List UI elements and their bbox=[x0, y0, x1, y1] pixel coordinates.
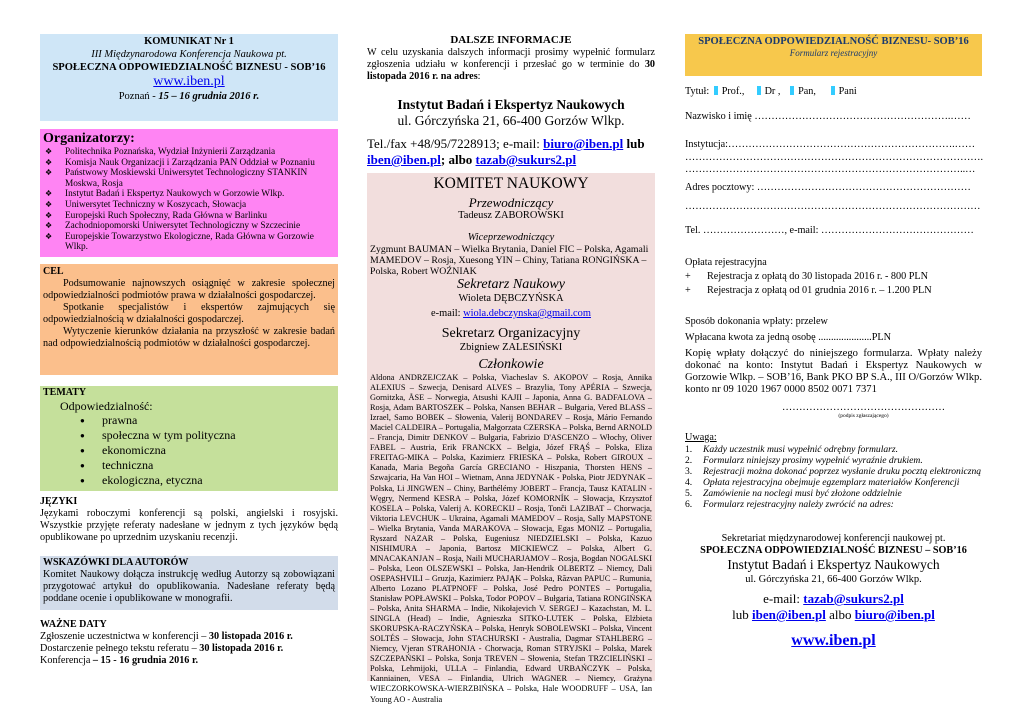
amount-field[interactable]: Wpłacana kwota za jedną osobę .....................PLN bbox=[685, 332, 891, 343]
organizer-item: ❖ Państwowy Moskiewski Uniwersytet Technologiczny STANKIN Moskwa, Rosja bbox=[43, 168, 338, 189]
languages-text: Językami roboczymi konferencji są polski, angielski i rosyjski. Wszystkie przyjęte referaty nadesłane w jednym z tych języków będą opublikowane po uprzednim uzyskaniu recenzji. bbox=[40, 508, 338, 543]
vice-label: Wiceprzewodniczący bbox=[467, 232, 555, 243]
authors-title: WSKAZÓWKI DLA AUTORÓW bbox=[43, 557, 189, 568]
secretary-label: Sekretarz Naukowy bbox=[457, 277, 565, 292]
institution-field-line[interactable]: ………………………………………………………………………..… bbox=[685, 164, 976, 175]
institute-name: Instytut Badań i Ekspertyz Naukowych bbox=[397, 97, 625, 112]
goal-box bbox=[40, 264, 338, 375]
secretary-email-row bbox=[367, 308, 655, 320]
payment-method: Sposób dokonania wpłaty: przelew bbox=[685, 316, 828, 327]
website-link[interactable]: www.iben.pl bbox=[791, 632, 876, 649]
info-text: W celu uzyskania dalszych informacji prosimy wypełnić formularz zgłoszenia udziału w konferencji i przesłać go w terminie do 30 listopada 2016 r. na adres: bbox=[367, 47, 655, 82]
secretariat-block bbox=[685, 533, 982, 651]
org-secretary-label: Sekretarz Organizacyjny bbox=[441, 326, 581, 341]
communique-box bbox=[40, 34, 338, 121]
goal-title: CEL bbox=[43, 266, 64, 277]
committee-box bbox=[367, 173, 655, 704]
date-label: Konferencja bbox=[40, 655, 93, 666]
organizers-title: Organizatorzy: bbox=[43, 131, 135, 146]
notes-list bbox=[685, 444, 982, 510]
fee-text: Rejestracja z opłatą od 01 grudnia 2016 r. – 1.200 PLN bbox=[707, 285, 932, 296]
option-label: Pani bbox=[838, 86, 857, 97]
place: Poznań - bbox=[118, 91, 159, 102]
members-label: Członkowie bbox=[478, 357, 544, 372]
institution-field-line[interactable]: ……………………………………………………………………………. bbox=[685, 152, 983, 163]
option-label: Pan, bbox=[798, 86, 816, 97]
organizer-item: ❖ Zachodniopomorski Uniwersytet Technologiczny w Szczecinie bbox=[43, 221, 338, 232]
secretariat-line: Sekretariat międzynarodowej konferencji naukowej pt. bbox=[721, 533, 946, 544]
fee-label: Opłata rejestracyjna bbox=[685, 257, 767, 268]
lub-text: lub bbox=[732, 607, 752, 622]
topics-box bbox=[40, 386, 338, 491]
info-title: DALSZE INFORMACJE bbox=[450, 34, 572, 46]
form-title: SPOŁECZNA ODPOWIEDZIALNOŚĆ BIZNESU- SOB’16 bbox=[698, 36, 969, 47]
organizer-item: ❖ Europejskie Towarzystwo Ekologiczne, Rada Główna w Gorzowie Wlkp. bbox=[43, 232, 338, 253]
notes-section bbox=[685, 432, 982, 510]
note-item: 1. Każdy uczestnik musi wypełnić odrębny formularz. bbox=[685, 444, 899, 455]
name-field[interactable]: Nazwisko i imię ………………………………………………….…… bbox=[685, 111, 971, 122]
email-link[interactable]: iben@iben.pl bbox=[367, 152, 441, 167]
dates-title: WAŻNE DATY bbox=[40, 619, 107, 630]
topic-item: ● ekologiczna, etyczna bbox=[80, 473, 338, 488]
signature-line[interactable]: ………………………………………… bbox=[782, 402, 945, 413]
fee-text: Rejestracja z opłatą do 30 listopada 2016 r. - 800 PLN bbox=[707, 271, 928, 282]
website-link[interactable]: www.iben.pl bbox=[153, 74, 225, 89]
note-item: 5. Zamówienie na noclegi musi być złożone oddzielnie bbox=[685, 488, 902, 499]
org-secretary-name: Zbigniew ZALESIŃSKI bbox=[459, 342, 563, 353]
bank-info: Kopię wpłaty dołączyć do niniejszego formularza. Wpłaty należy dokonać na konto: Instytut Badań i Ekspertyz Naukowych w Gorzowie Wlkp. – SOB’16, Bank PKO BP S.A., III O/Gorzów Wlkp. konto nr 09 1020 1967 0000 8502 0071 7371 bbox=[685, 348, 982, 395]
languages-title: JĘZYKI bbox=[40, 496, 78, 507]
institute-address: ul. Górczyńska 21, 66-400 Gorzów Wlkp. bbox=[397, 113, 625, 128]
topics-subtitle: Odpowiedzialność: bbox=[60, 399, 153, 413]
signature-label: (podpis zgłaszającego) bbox=[838, 413, 889, 419]
organizer-item: ❖ Uniwersytet Techniczny w Koszycach, Słowacja bbox=[43, 200, 338, 211]
organizer-item: ❖ Europejski Ruch Społeczny, Rada Główna w Barlinku bbox=[43, 211, 338, 222]
checkbox-pani[interactable] bbox=[831, 86, 835, 95]
option-label: Prof., bbox=[721, 86, 745, 97]
topic-item: ● ekonomiczna bbox=[80, 443, 338, 458]
address-field[interactable]: Adres pocztowy: ……………………………………………………… bbox=[685, 182, 971, 193]
email-link[interactable]: tazab@sukurs2.pl bbox=[803, 591, 904, 606]
option-label: Dr , bbox=[764, 86, 781, 97]
email-link[interactable]: tazab@sukurs2.pl bbox=[475, 152, 577, 167]
email-link[interactable]: biuro@iben.pl bbox=[543, 136, 624, 151]
contact-line bbox=[367, 136, 655, 168]
institute-block bbox=[367, 97, 655, 129]
organizer-item: ❖ Politechnika Poznańska, Wydział Inżynierii Zarządzania bbox=[43, 147, 338, 158]
authors-box bbox=[40, 556, 338, 610]
date-row bbox=[40, 631, 338, 643]
chair-label: Przewodniczący bbox=[468, 195, 554, 210]
note-item: 4. Opłata rejestracyjna obejmuje egzemplarz materiałów Konferencji bbox=[685, 477, 960, 488]
conference-name: SPOŁECZNA ODPOWIEDZIALNOŚĆ BIZNESU - SOB’16 bbox=[52, 62, 326, 73]
title-label: Tytuł: bbox=[685, 86, 712, 97]
note-item: 2. Formularz niniejszy prosimy wypełnić wyraźnie drukiem. bbox=[685, 455, 923, 466]
albo-text: ; albo bbox=[440, 152, 476, 167]
goal-paragraph: Podsumowanie najnowszych osiągnięć w zakresie społecznej odpowiedzialności podmiotów prawa w działalności gospodarczej. bbox=[43, 278, 335, 301]
topic-item: ● prawna bbox=[80, 413, 338, 428]
authors-text: Komitet Naukowy dołącza instrukcję według Autorzy są zobowiązani przygotować artykuł do opublikowania. Nadesłane referaty będą poddane ocenie i opublikowane w monografii. bbox=[43, 569, 335, 604]
secretary-name: Wioleta DĘBCZYŃSKA bbox=[458, 293, 564, 304]
phone-email-field[interactable]: Tel. ……………………, e-mail: ……………………………………… bbox=[685, 225, 974, 236]
conference-date: 15 – 16 grudnia 2016 r. bbox=[158, 91, 260, 102]
checkbox-dr[interactable] bbox=[757, 86, 761, 95]
secretary-email-link[interactable]: wiola.debczynska@gmail.com bbox=[463, 308, 591, 319]
email-link[interactable]: biuro@iben.pl bbox=[854, 607, 935, 622]
address-field-line[interactable]: …………………………………………………………………………… bbox=[685, 201, 981, 212]
notes-title: Uwaga: bbox=[685, 432, 717, 443]
date-value: – 15 - 16 grudnia 2016 r. bbox=[92, 655, 199, 666]
members-list: Aldona ANDRZEJCZAK – Polska, Viacheslav S. AKOPOV – Rosja, Annika ALEXIUS – Szwecja, Denisard ALVES – Brazylia, Tony APÉRIA – Szwecja, Gornitzka, ÅSE – Norwegia, Atsushi KAJII – Japonia, Anna G. BADFALOVA – Rosja, Adam BARTOSZEK – Polska, Nansen BEHAR – Bułgaria, Vered BLASS – Izrael, Samo BOBEK – Słowenia, Valerij BONDAREV – Rosja, Mário Fernando Maciel CALDEIRA – Portugalia, Małgorzata CZERSKA – Polska, Bernd ARNOLD – Francja, Dimitr DENKOV – Bułgaria, Fabrizio D'ASCENZO – Włochy, Oliver FABEL – Austria, Erik FRANCKX – Belgia, Józef FRĄŚ – Polska, Eliza FREITAG-MIKA – Polska, Kazimierz FRIESKA – Polska, Robert GIROUX – Kanada, Maria Begoña García GRECIANO - Hiszpania, Thorsten HENS – Szwajcaria, Ha Van HOI – Wietnam, Anna JEDYNAK - Polska, Piotr JEDYNAK – Polska, Li JINGWEN – Chiny, Barthélémy JOBERT – Francja, Tausz KATALIN - Węgry, Nermend KESRA – Polska, Józef KOMORNÍK – Słowacja, Krzysztof KOSELA – Polska, Valerij A. KORECKIJ – Rosja, Tonči LAZIBAT – Chorwacja, Viktoria LEVCHUK – Ukraina, Agamali MAMEDOV – Rosja, Sally MAPSTONE – Wielka Brytania, Vanda MARAKOVA – Słowacja, Egas MONIZ – Portugalia, Ryszard NAZAR – Polska, Eugeniusz NIEDZIELSKI – Polska, Kazuo NISHIMURA – Japonia, Bartosz MICKIEWCZ – Polska, Albert G. MNACAKANJAN – Rosja, Naili MUCHARJAMOV – Rosja, Bogdan NOGALSKI – Polska, Leon OLSZEWSKI – Polska, Jan-Hendrik OLBERTZ – Niemcy, Dali OSEPASHVILI – Gruzja, Kazimierz PAJĄK – Polska, Răzvan PAPUC – Rumunia, Alberto Lozano PLATPNOFF – Polska, José Pedro PONTES – Portugalia, Stanisław POPŁAWSKI – Polska, Todor POPOV – Bułgaria, Tatiana RONGIŃSKA – Polska, Anita SHARMA – Indie, Nikołajevich V. SERGEJ – Kazachstan, M. L. SINGLA (Head) – Indie, Agnieszka SITKO-LUTEK – Polska, Elżbieta SKORUPSKA-RACZYŃSKA – Polska, Henryk SOBOLEWSKI – Polska, Vincent SOLTÉS – Słowacja, John STACHURSKI - Australia, Dagmar STAHLBERG – Niemcy, Vjeran STRAHONJA - Chorwacja, Roman STRYJSKI – Polska, Marek SZCZEPAŃSKI – Polska, Sonja TREVEN – Słowenia, Stefan TRZCIELIŃSKI – Polska, Lehmijoki, ULLA – Finlandia, Edward URBAŃCZYK – Polska, Kanniainen, VESA – Finlandia, Ulrich WAGNER – Niemcy, Grażyna WIECZORKOWSKA-WIERZBIŃSKA – Polska, Hale WOODRUFF – USA, Ian Young AO - Australia bbox=[370, 373, 652, 704]
tel-text: Tel./fax +48/95/7228913; e-mail: bbox=[367, 136, 544, 151]
committee-title: KOMITET NAUKOWY bbox=[433, 175, 589, 192]
fee-option: + Rejestracja z opłatą do 30 listopada 2016 r. - 800 PLN bbox=[685, 271, 928, 282]
secretariat-url-row bbox=[685, 631, 982, 651]
secretariat-institute: Instytut Badań i Ekspertyz Naukowych bbox=[727, 557, 940, 572]
dates-section bbox=[40, 619, 338, 667]
albo-text: albo bbox=[825, 607, 855, 622]
chair-name: Tadeusz ZABOROWSKI bbox=[458, 210, 564, 221]
email-link[interactable]: iben@iben.pl bbox=[751, 607, 826, 622]
institution-field[interactable]: Instytucja:………………………………………………………….…… bbox=[685, 139, 976, 150]
organizer-item: ❖ Instytut Badań i Ekspertyz Naukowych w Gorzowie Wlkp. bbox=[43, 189, 338, 200]
organizer-item: ❖ Komisja Nauk Organizacji i Zarządzania PAN Oddział w Poznaniu bbox=[43, 158, 338, 169]
info-section bbox=[367, 34, 655, 83]
note-item: 6. Formularz rejestracyjny należy zwrócić na adres: bbox=[685, 499, 894, 510]
topic-item: ● techniczna bbox=[80, 458, 338, 473]
organizers-box bbox=[40, 129, 338, 257]
email-label: e-mail: bbox=[763, 591, 804, 606]
vice-names: Zygmunt BAUMAN – Wielka Brytania, Daniel FIC – Polska, Agamali MAMEDOV – Rosja, Xuesong YIN – Chiny, Tatiana RONGIŃSKA – Polska, Robert WOŹNIAK bbox=[370, 244, 649, 277]
lub-text: lub bbox=[623, 136, 645, 151]
form-subtitle: Formularz rejestracyjny bbox=[789, 48, 878, 58]
communique-subtitle: III Międzynarodowa Konferencja Naukowa pt. bbox=[91, 49, 287, 60]
note-item: 3. Rejestracji można dokonać poprzez wysłanie druku pocztą elektroniczną bbox=[685, 466, 982, 477]
languages-section bbox=[40, 496, 338, 544]
goal-paragraph: Wytyczenie kierunków działania na przyszłość w zakresie badań nad odpowiedzialnością podmiotów w działalności gospodarczej. bbox=[43, 326, 335, 349]
date-value: 30 listopada 2016 r. bbox=[199, 643, 284, 654]
form-header bbox=[685, 34, 982, 76]
email-label: e-mail: bbox=[431, 308, 464, 319]
date-label: Zgłoszenie uczestnictwa w konferencji – bbox=[40, 631, 209, 642]
checkbox-pan[interactable] bbox=[790, 86, 794, 95]
title-row bbox=[685, 86, 982, 98]
secretariat-conference: SPOŁECZNA ODPOWIEDZIALNOŚĆ BIZNESU – SOB’16 bbox=[700, 545, 967, 556]
date-label: Dostarczenie pełnego tekstu referatu – bbox=[40, 643, 200, 654]
secretariat-address: ul. Górczyńska 21, 66-400 Gorzów Wlkp. bbox=[745, 574, 922, 585]
secretariat-email-row bbox=[685, 607, 982, 623]
checkbox-prof[interactable] bbox=[714, 86, 718, 95]
topics-list bbox=[40, 413, 338, 488]
topics-title: TEMATY bbox=[43, 387, 87, 398]
fee-option: + Rejestracja z opłatą od 01 grudnia 2016 r. – 1.200 PLN bbox=[685, 285, 932, 296]
goal-paragraph: Spotkanie specjalistów i ekspertów zajmujących się odpowiedzialnością w działalności gospodarczej. bbox=[43, 302, 335, 325]
topic-item: ● społeczna w tym polityczna bbox=[80, 428, 338, 443]
communique-title: KOMUNIKAT Nr 1 bbox=[144, 36, 234, 47]
date-row bbox=[40, 643, 338, 655]
date-row bbox=[40, 655, 338, 667]
secretariat-email-row bbox=[685, 591, 982, 607]
organizers-list bbox=[40, 147, 338, 253]
date-value: 30 listopada 2016 r. bbox=[208, 631, 293, 642]
